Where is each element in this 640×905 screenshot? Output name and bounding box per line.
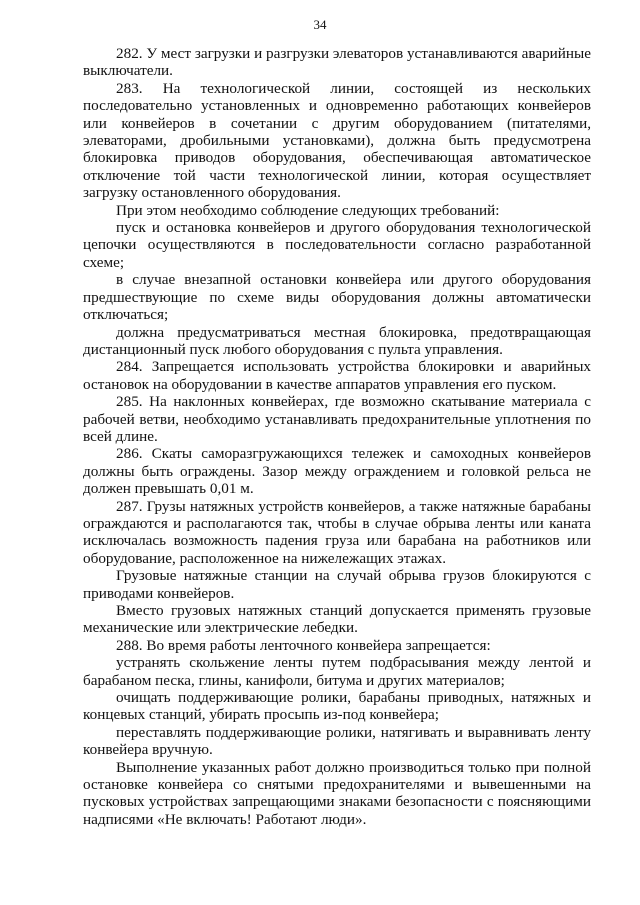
page-number: 34 bbox=[313, 17, 327, 32]
paragraph-288: 288. Во время работы ленточного конвейера запрещается: bbox=[116, 636, 491, 654]
paragraph-285: 285. На наклонных конвейерах, где возможно скатывание материала с рабочей ветви, необходимо устанавливать предохранительные уплотнения по всей длине. bbox=[83, 393, 591, 445]
paragraph-286: 286. Скаты саморазгружающихся тележек и самоходных конвейеров должны быть ограждены. Зазор между ограждением и головкой рельса не должен превышать 0,01 м. bbox=[83, 445, 591, 498]
paragraph-requirements-intro: При этом необходимо соблюдение следующих требований: bbox=[116, 201, 500, 219]
paragraph-287: 287. Грузы натяжных устройств конвейеров, а также натяжные барабаны ограждаются и располагаются так, чтобы в случае обрыва ленты или каната исключалась возможность падения груза или барабана на работников или оборудование, расположенное на нижележащих этажах. bbox=[83, 497, 591, 567]
document-body bbox=[83, 45, 591, 828]
paragraph-tension-stations: Грузовые натяжные станции на случай обрыва грузов блокируются с приводами конвейеров. bbox=[83, 567, 591, 602]
paragraph-requirement-local-lock: должна предусматриваться местная блокировка, предотвращающая дистанционный пуск любого оборудования с пульта управления. bbox=[83, 323, 591, 358]
paragraph-284: 284. Запрещается использовать устройства блокировки и аварийных остановок на оборудовании в качестве аппаратов управления его пуском. bbox=[83, 358, 591, 393]
paragraph-prohibition-slip: устранять скольжение ленты путем подбрасывания между лентой и барабаном песка, глины, канифоли, битума и других материалов; bbox=[83, 654, 591, 689]
paragraph-283: 283. На технологической линии, состоящей из нескольких последовательно установленных и одновременно работающих конвейеров или конвейеров в сочетании с другим оборудованием (питателями, элеваторами, дробильными установками), должна быть предусмотрена блокировка приводов оборудования, обеспечивающая автоматическое отключение той части технологической линии, которая осуществляет загрузку остановленного оборудования. bbox=[83, 79, 591, 202]
paragraph-282: 282. У мест загрузки и разгрузки элеваторов устанавливаются аварийные выключатели. bbox=[83, 45, 591, 80]
paragraph-full-stop: Выполнение указанных работ должно производиться только при полной остановке конвейера со снятыми предохранителями и вывешенными на пусковых устройствах запрещающими знаками безопасности с поясняющими надписями «Не включать! Работают люди». bbox=[83, 758, 591, 828]
paragraph-requirement-start-stop: пуск и остановка конвейеров и другого оборудования технологической цепочки осуществляются в последовательности согласно разработанной схеме; bbox=[83, 219, 591, 271]
paragraph-prohibition-rollers: переставлять поддерживающие ролики, натягивать и выравнивать ленту конвейера вручную. bbox=[83, 723, 591, 759]
paragraph-prohibition-cleaning: очищать поддерживающие ролики, барабаны приводных, натяжных и концевых станций, убирать просыпь из-под конвейера; bbox=[83, 689, 591, 724]
paragraph-winches: Вместо грузовых натяжных станций допускается применять грузовые механические или электрические лебедки. bbox=[83, 602, 591, 637]
paragraph-requirement-sudden-stop: в случае внезапной остановки конвейера или другого оборудования предшествующие по схеме виды оборудования должны автоматически отключаться; bbox=[83, 271, 591, 324]
